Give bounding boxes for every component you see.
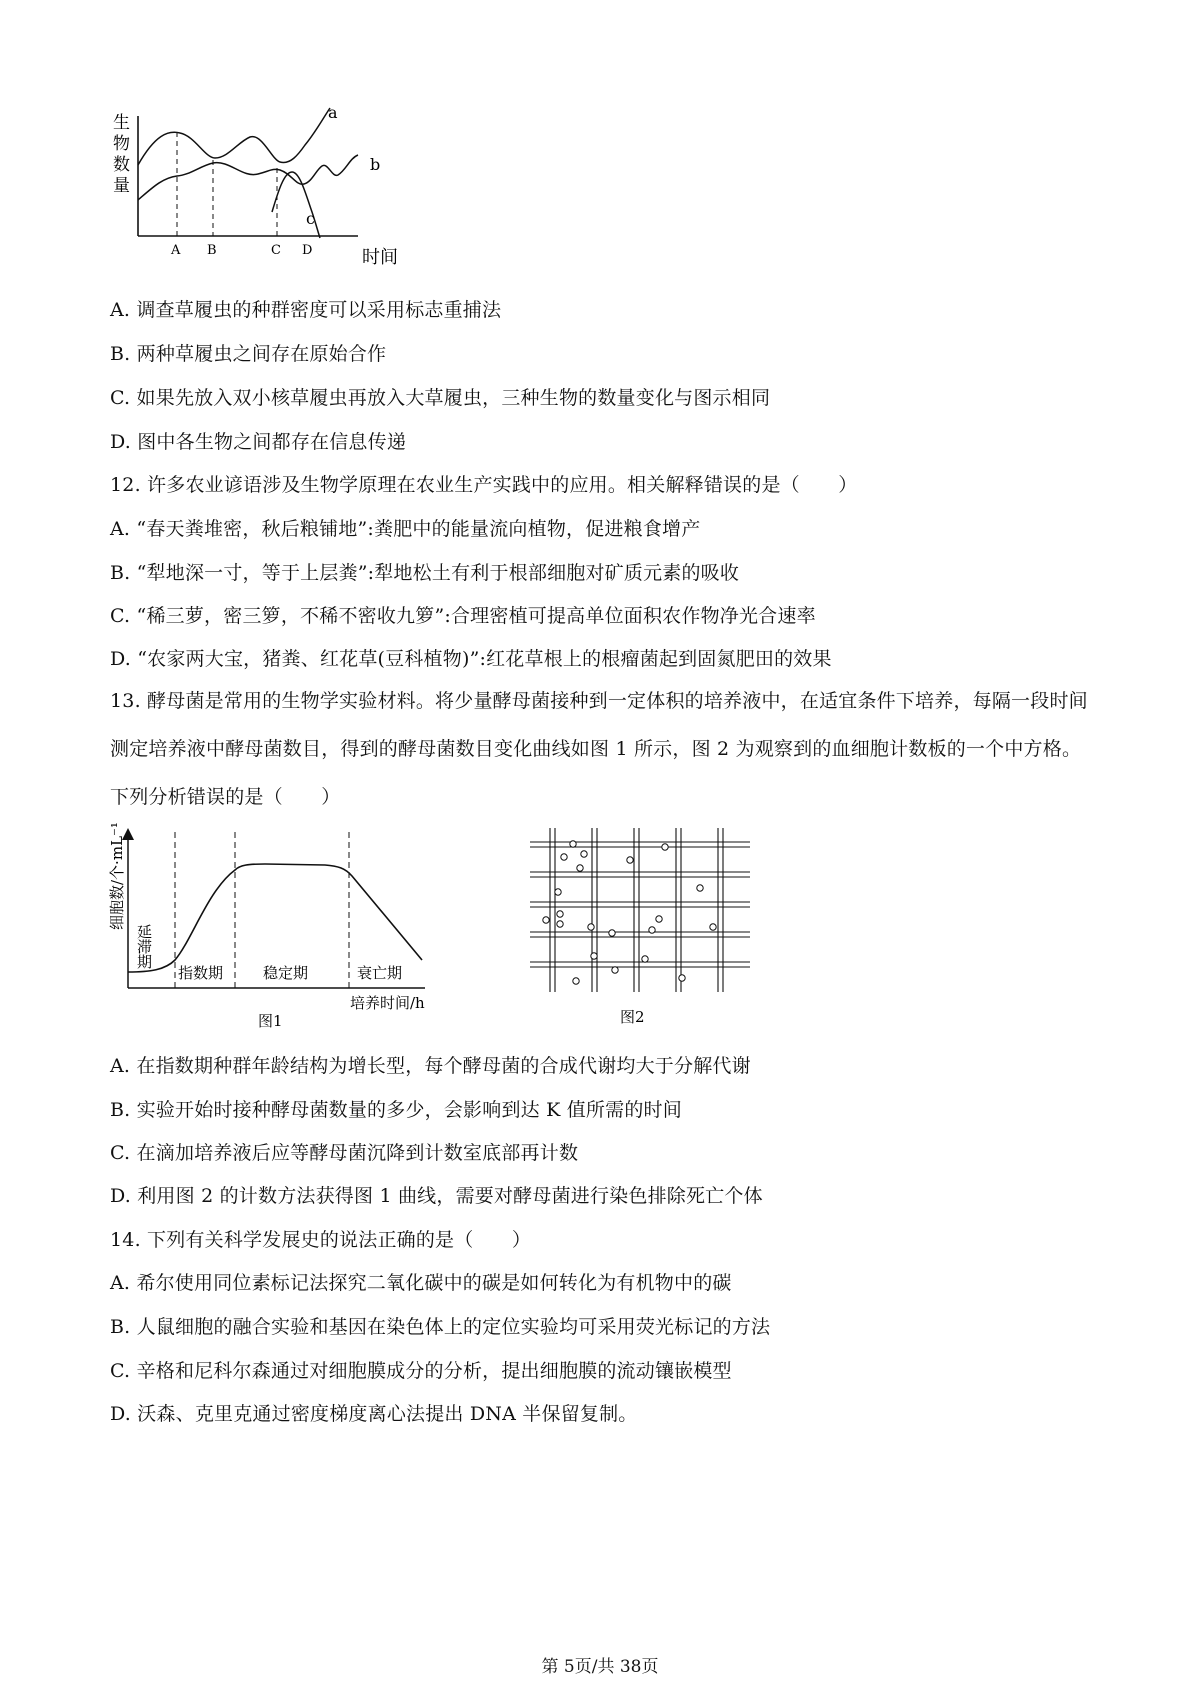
y-label-char: 物	[113, 134, 130, 154]
tick-label: B	[207, 243, 217, 258]
yeast-cells	[543, 841, 716, 984]
figure1-caption: 图1	[258, 1012, 283, 1030]
y-axis-label: 细胞数/个·mL⁻¹	[108, 822, 126, 930]
tick-label: A	[171, 243, 181, 258]
page-footer: 第 5页/共 38页	[541, 1657, 659, 1677]
q11-option-c: C. 如果先放入双小核草履虫再放入大草履虫，三种生物的数量变化与图示相同	[110, 387, 771, 409]
q12-option-c: C. “稀三萝，密三箩，不稀不密收九箩”:合理密植可提高单位面积农作物净光合速率	[110, 605, 816, 627]
q14-option-b: B. 人鼠细胞的融合实验和基因在染色体上的定位实验均可采用荧光标记的方法	[110, 1316, 771, 1338]
q13-option-b: B. 实验开始时接种酵母菌数量的多少，会影响到达 K 值所需的时间	[110, 1099, 682, 1121]
phase-label-exponential: 指数期	[178, 964, 224, 982]
y-label-char: 数	[113, 155, 130, 175]
q13-option-a: A. 在指数期种群年龄结构为增长型，每个酵母菌的合成代谢均大于分解代谢	[110, 1055, 751, 1077]
phase-label-stationary: 稳定期	[263, 964, 309, 982]
q14-option-c: C. 辛格和尼科尔森通过对细胞膜成分的分析，提出细胞膜的流动镶嵌模型	[110, 1360, 732, 1382]
tick-label: D	[302, 243, 313, 258]
phase-label-lag: 延滞期	[135, 924, 153, 969]
growth-curve	[128, 864, 422, 972]
q14-option-a: A. 希尔使用同位素标记法探究二氧化碳中的碳是如何转化为有机物中的碳	[110, 1272, 732, 1294]
q11-option-b: B. 两种草履虫之间存在原始合作	[110, 343, 387, 365]
yeast-growth-figure	[100, 820, 445, 1030]
x-axis-label: 时间	[362, 247, 398, 268]
q12-option-a: A. “春天粪堆密，秋后粮铺地”:粪肥中的能量流向植物，促进粮食增产	[110, 518, 701, 540]
q14-stem: 14. 下列有关科学发展史的说法正确的是（ ）	[110, 1229, 532, 1251]
q13-stem: 13. 酵母菌是常用的生物学实验材料。将少量酵母菌接种到一定体积的培养液中，在适宜条件下培养，每隔一段时间测定培养液中酵母菌数目，得到的酵母菌数目变化曲线如图 1 所示，图 2 为观察到的血细胞计数板的一个中方格。下列分析错误的是（ ）	[110, 690, 1088, 808]
q12-option-d: D. “农家两大宝，猪粪、红花草(豆科植物)”:红花草根上的根瘤菌起到固氮肥田的效果	[110, 648, 832, 670]
q14-option-d: D. 沃森、克里克通过密度梯度离心法提出 DNA 半保留复制。	[110, 1403, 638, 1425]
x-axis-label: 培养时间/h	[350, 994, 425, 1012]
curve-a	[138, 108, 330, 165]
y-label-char: 生	[113, 113, 130, 133]
population-figure	[100, 100, 430, 280]
y-label-char: 量	[113, 176, 130, 196]
q13-option-c: C. 在滴加培养液后应等酵母菌沉降到计数室底部再计数	[110, 1142, 579, 1164]
curve-label-b: b	[370, 155, 381, 174]
hemocytometer-figure	[520, 820, 760, 1030]
curve-label-c: c	[306, 209, 315, 228]
phase-label-decline: 衰亡期	[357, 964, 403, 982]
q12-stem: 12. 许多农业谚语涉及生物学原理在农业生产实践中的应用。相关解释错误的是（ ）	[110, 474, 858, 496]
q12-option-b: B. “犁地深一寸，等于上层粪”:犁地松土有利于根部细胞对矿质元素的吸收	[110, 562, 740, 584]
tick-label: C	[271, 243, 281, 258]
grid-lines	[530, 828, 750, 992]
q13-option-d: D. 利用图 2 的计数方法获得图 1 曲线，需要对酵母菌进行染色排除死亡个体	[110, 1185, 763, 1207]
figure2-caption: 图2	[620, 1008, 645, 1026]
curve-label-a: a	[328, 103, 338, 122]
curve-b	[138, 155, 358, 200]
q11-option-a: A. 调查草履虫的种群密度可以采用标志重捕法	[110, 299, 502, 321]
q11-option-d: D. 图中各生物之间都存在信息传递	[110, 431, 407, 453]
